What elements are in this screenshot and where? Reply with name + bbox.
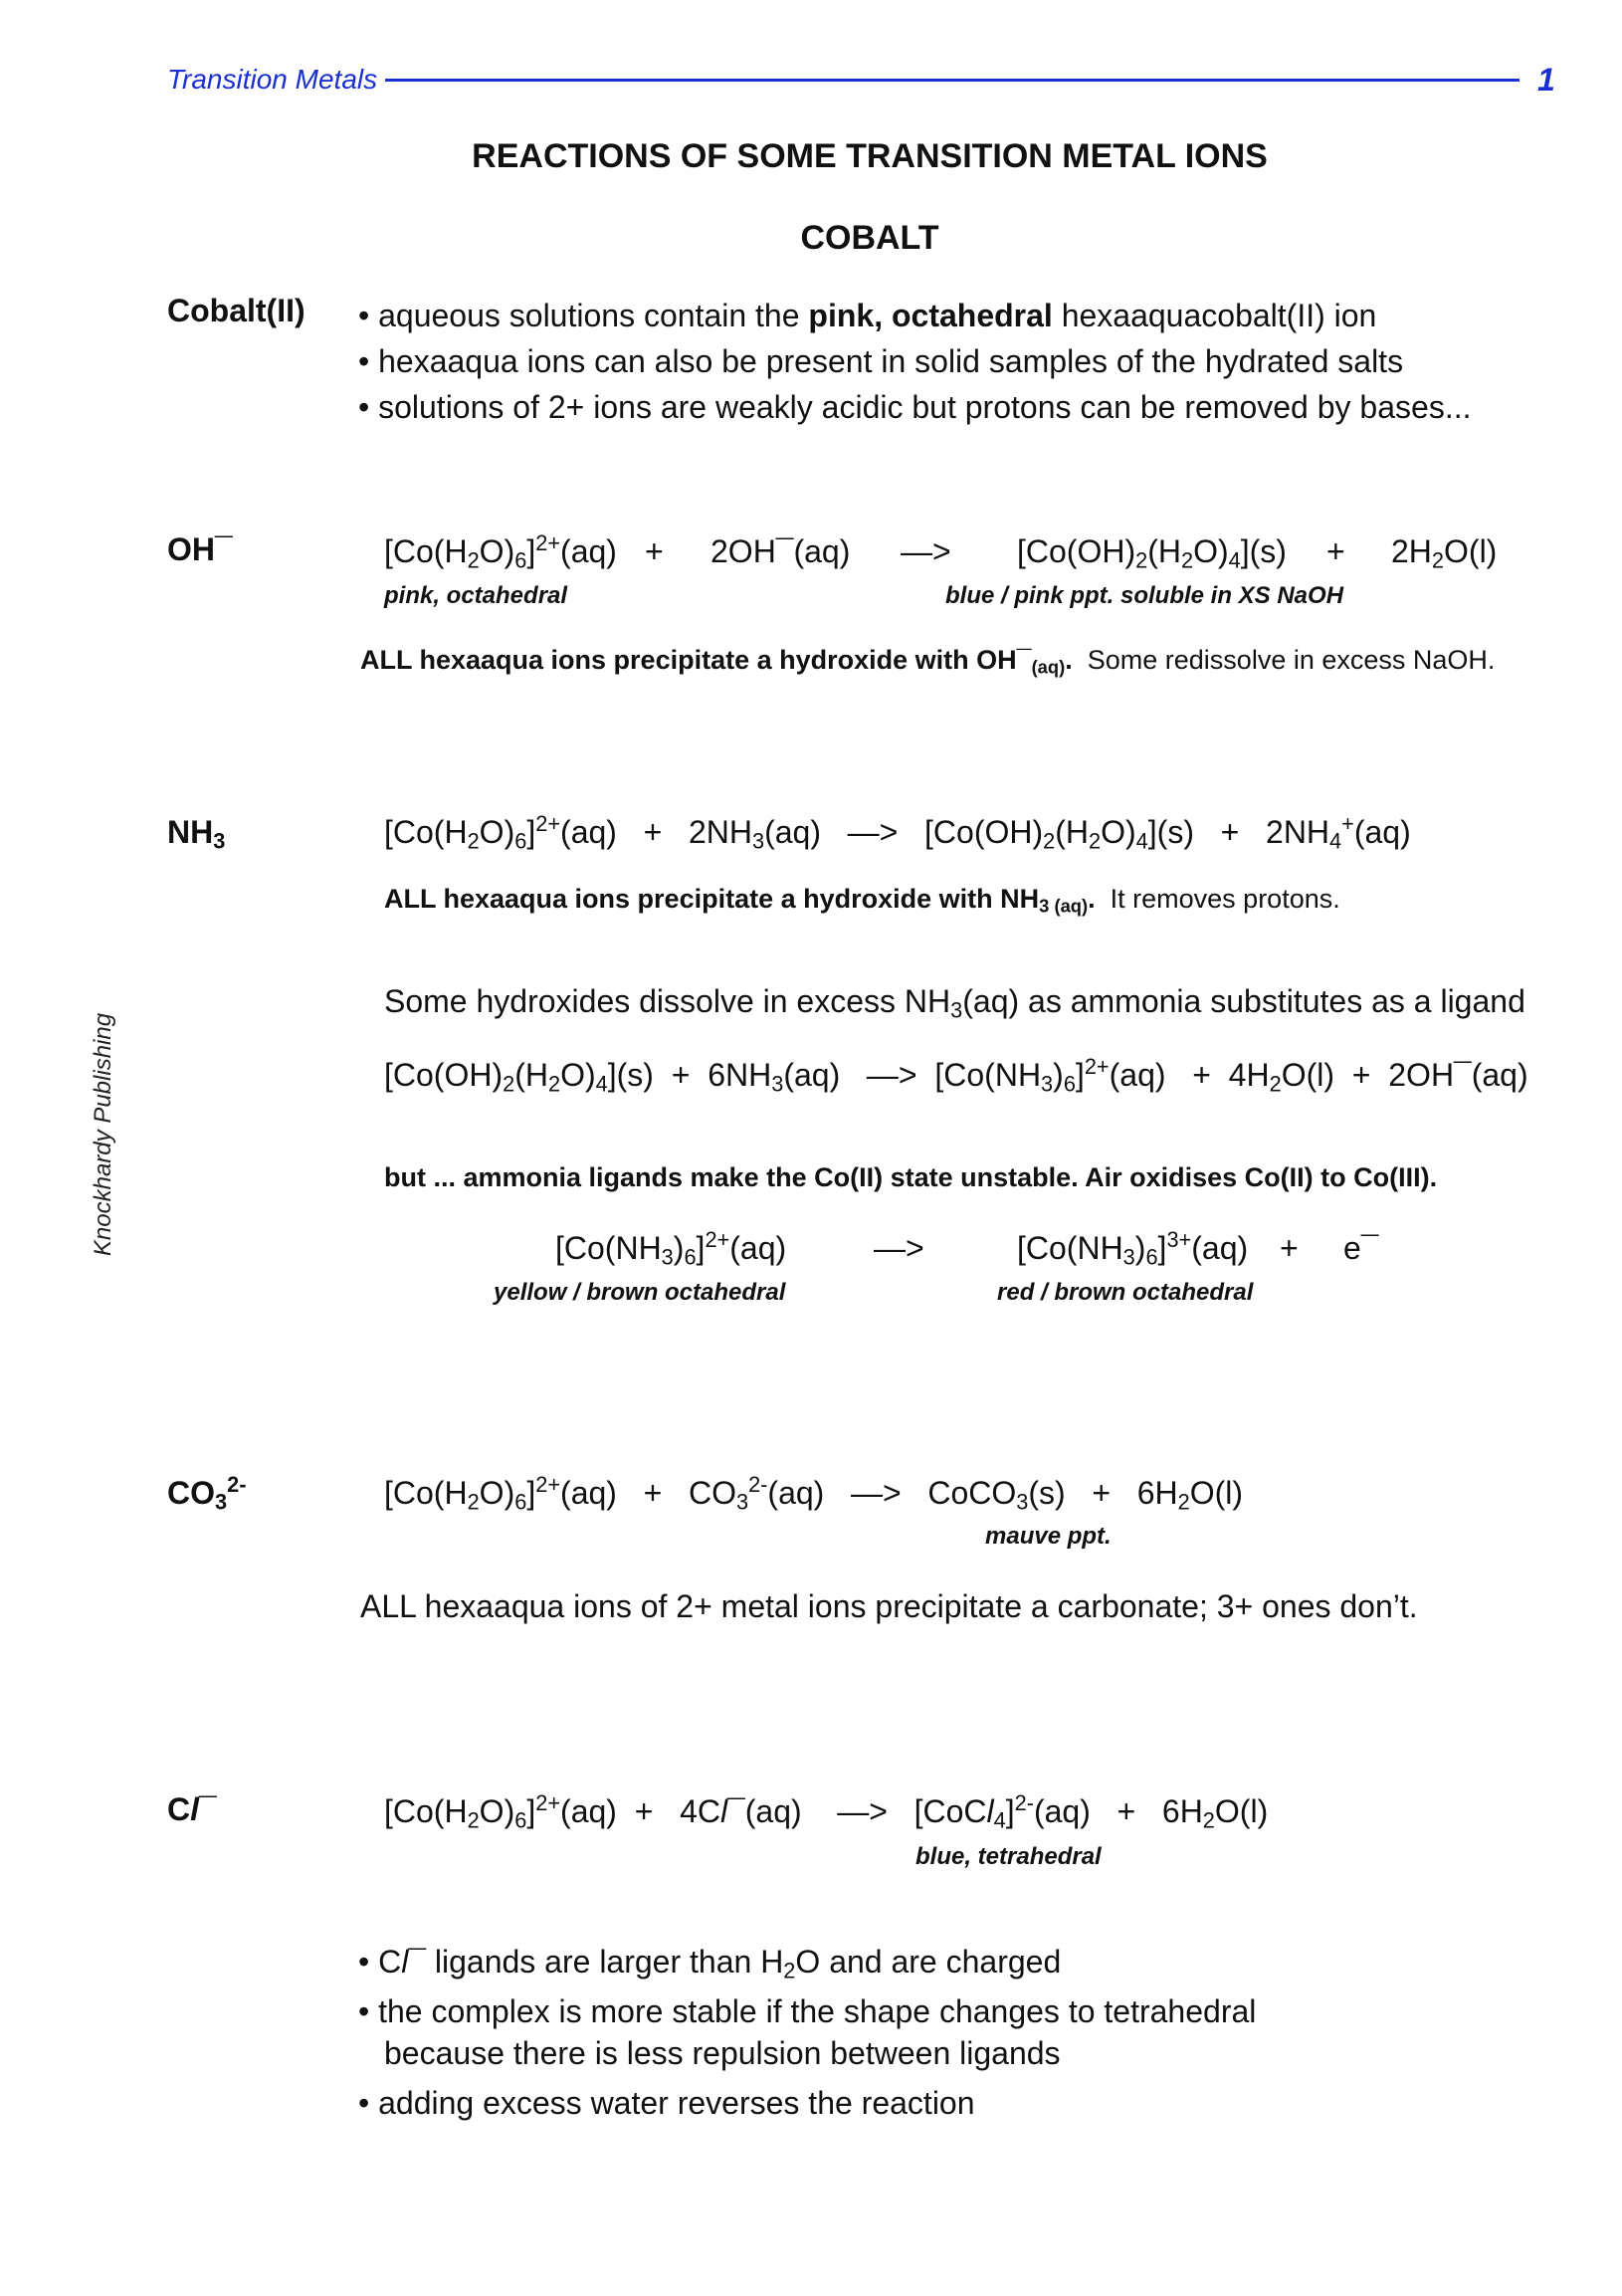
intro-bullet: • solutions of 2+ ions are weakly acidic but protons can be removed by bases... xyxy=(358,389,1472,425)
chloride-bullet: • the complex is more stable if the shape changes to tetrahedral because there is less repulsion between ligands xyxy=(358,1993,1257,2071)
page-number: 1 xyxy=(1537,62,1555,98)
ammonia-note-1-plain: It removes protons. xyxy=(1110,884,1340,914)
header-section-title: Transition Metals xyxy=(167,64,378,95)
intro-bullet-list xyxy=(358,293,1471,430)
hydroxide-note-plain: Some redissolve in excess NaOH. xyxy=(1087,645,1496,675)
chloride-caption: blue, tetrahedral xyxy=(915,1843,1102,1870)
plus-sign: + xyxy=(645,533,664,569)
hydroxide-product-caption: blue / pink ppt. soluble in XS NaOH xyxy=(945,582,1344,609)
carbonate-caption: mauve ppt. xyxy=(985,1523,1112,1550)
hydroxide-equation-reagent: 2OH¯(aq) xyxy=(710,533,851,569)
reaction-arrow: —> xyxy=(901,533,951,569)
plus-sign: + xyxy=(1326,533,1345,569)
water-product: $2H_2O(l)$ xyxy=(1391,533,1498,573)
header-rule xyxy=(385,79,1520,82)
ammine-cobalt-ii: $[Co(NH_3)_6]^{2+}(aq)$ xyxy=(555,1227,787,1270)
ammonia-oxidation-note: but ... ammonia ligands make the Co(II) state unstable. Air oxidises Co(II) to Co(III). xyxy=(384,1162,1438,1192)
intro-bullet: • aqueous solutions contain the pink, octahedral hexaaquacobalt(II) ion xyxy=(358,298,1377,333)
hydroxide-label: OH¯ xyxy=(167,531,233,567)
hydroxide-equation-product: $[Co(OH)_2(H_2O)_4](s)$ xyxy=(1017,533,1287,573)
reaction-arrow: —> xyxy=(874,1230,924,1266)
publisher-side-text: Knockhardy Publishing xyxy=(90,1012,116,1257)
hydroxide-note-bold: ALL hexaaqua ions precipitate a hydroxide with $OH¯_{(aq)}$. xyxy=(360,645,1073,678)
hydroxide-note xyxy=(360,645,1495,676)
chloride-bullet-list xyxy=(358,1941,1256,2132)
cobalt-ii-label: Cobalt(II) xyxy=(167,293,305,328)
chloride-label: Cl¯ xyxy=(167,1791,217,1827)
electron: e¯ xyxy=(1343,1230,1379,1266)
carbonate-note: ALL hexaaqua ions of 2+ metal ions precipitate a carbonate; 3+ ones don’t. xyxy=(360,1588,1418,1624)
page-subtitle: COBALT xyxy=(800,219,939,257)
intro-bullet: • hexaaqua ions can also be present in solid samples of the hydrated salts xyxy=(358,343,1404,379)
carbonate-equation: $[Co(H_2O)_6]^{2+}(aq) + CO_3^{2-}(aq)$ —> CoCO$_3$(s) + $6H_2O(l)$ xyxy=(384,1472,1244,1515)
page-title: REACTIONS OF SOME TRANSITION METAL IONS xyxy=(472,137,1268,175)
ammonia-excess-text: Some hydroxides dissolve in excess $NH_3(aq)$ as ammonia substitutes as a ligand xyxy=(384,983,1525,1023)
hydroxide-reactant-caption: pink, octahedral xyxy=(384,582,568,609)
ammine-cobalt-iii: $[Co(NH_3)_6]^{3+}(aq)$ xyxy=(1017,1227,1249,1270)
ammonia-note-1: ALL hexaaqua ions precipitate a hydroxide with $NH_{3 (aq)}$. It removes protons. xyxy=(384,884,1340,917)
ammine-iii-caption: red / brown octahedral xyxy=(997,1279,1254,1306)
ammonia-label: $NH_3$ xyxy=(167,814,226,854)
chloride-equation: $[Co(H_2O)_6]^{2+}(aq)$ + 4Cl¯(aq) —> [CoCl$_4$]$^{2-}$(aq) + $6H_2O(l)$ xyxy=(384,1790,1269,1833)
carbonate-label: $CO_3^{2-}$ xyxy=(167,1472,247,1515)
chloride-bullet: • adding excess water reverses the reaction xyxy=(358,2085,975,2121)
ammonia-equation-2: $[Co(OH)_2(H_2O)_4](s) + 6NH_3(aq)$ —> $[Co(NH_3)_6]^{2+}(aq) + 4H_2O(l)$ + 2OH¯(aq) xyxy=(384,1054,1528,1097)
hydroxide-equation-reactant: $[Co(H_2O)_6]^{2+}(aq)$ xyxy=(384,530,617,573)
ammine-ii-caption: yellow / brown octahedral xyxy=(494,1279,786,1306)
ammonia-equation-1: $[Co(H_2O)_6]^{2+}(aq) + 2NH_3(aq)$ —> $[Co(OH)_2(H_2O)_4](s) + 2NH_4^+(aq)$ xyxy=(384,811,1411,854)
chloride-bullet: • Cl¯ ligands are larger than $H_2O$ and are charged xyxy=(358,1944,1062,1983)
plus-sign: + xyxy=(1280,1230,1299,1266)
